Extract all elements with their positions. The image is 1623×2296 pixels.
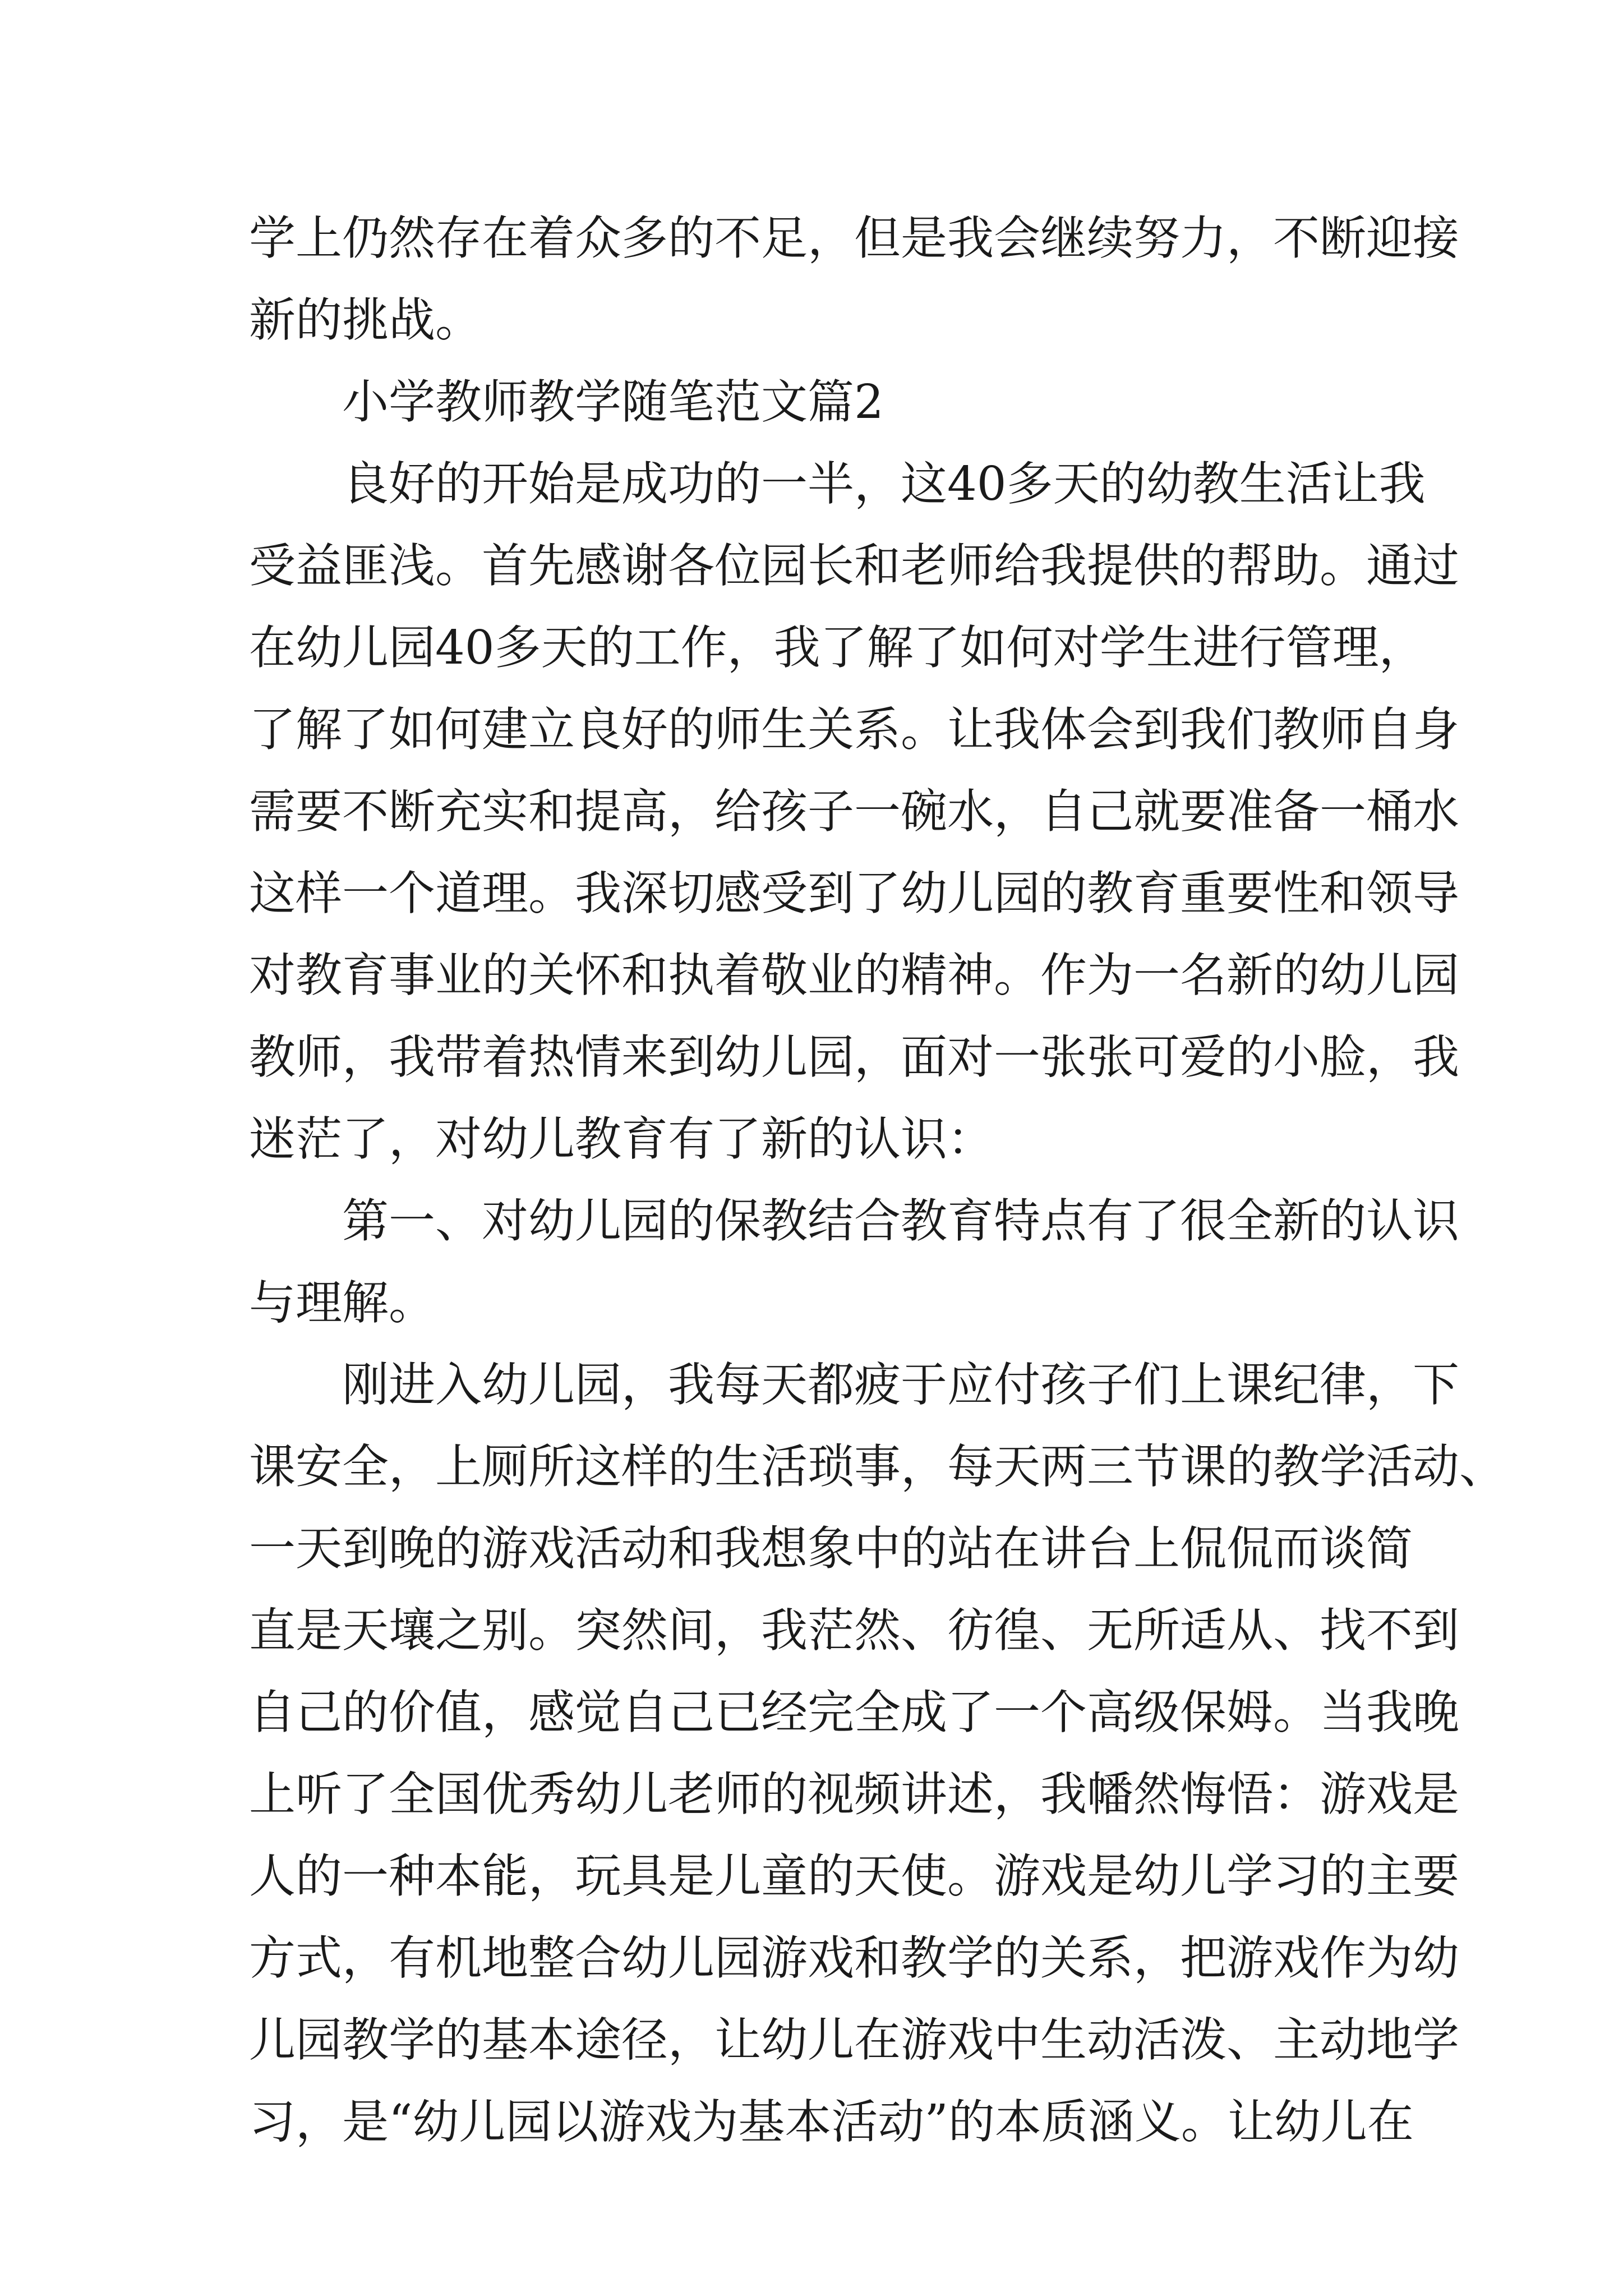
text-line: 受益匪浅。首先感谢各位园长和老师给我提供的帮助。通过 (249, 539, 1459, 593)
text-line: 对教育事业的关怀和执着敬业的精神。作为一名新的幼儿园 (249, 948, 1459, 1002)
text-line: 与理解。 (249, 1276, 435, 1330)
text-line: 良好的开始是成功的一半，这40多天的幼教生活让我 (342, 457, 1426, 511)
text-line: 儿园教学的基本途径，让幼儿在游戏中生动活泼、主动地学 (249, 2013, 1459, 2067)
text-line: 这样一个道理。我深切感受到了幼儿园的教育重要性和领导 (249, 866, 1459, 921)
text-line: 教师，我带着热情来到幼儿园，面对一张张可爱的小脸，我 (249, 1030, 1459, 1084)
text-line: 刚进入幼儿园，我每天都疲于应付孩子们上课纪律，下 (342, 1358, 1459, 1412)
section-title: 小学教师教学随笔范文篇2 (342, 375, 884, 429)
text-line: 上听了全国优秀幼儿老师的视频讲述，我幡然悔悟：游戏是 (249, 1767, 1459, 1821)
text-line: 第一、对幼儿园的保教结合教育特点有了很全新的认识 (342, 1194, 1459, 1248)
text-line: 在幼儿园40多天的工作，我了解了如何对学生进行管理， (249, 620, 1426, 675)
text-line: 需要不断充实和提高，给孩子一碗水，自己就要准备一桶水 (249, 784, 1459, 839)
text-line: 习，是“幼儿园以游戏为基本活动”的本质涵义。让幼儿在 (249, 2095, 1414, 2149)
document-body (249, 197, 1506, 2163)
text-line: 学上仍然存在着众多的不足，但是我会继续努力，不断迎接 (249, 211, 1459, 265)
text-line: 一天到晚的游戏活动和我想象中的站在讲台上侃侃而谈简 (249, 1521, 1413, 1576)
text-line: 人的一种本能，玩具是儿童的天使。游戏是幼儿学习的主要 (249, 1849, 1459, 1903)
text-line: 方式，有机地整合幼儿园游戏和教学的关系，把游戏作为幼 (249, 1931, 1459, 1985)
text-line: 新的挑战。 (249, 293, 482, 347)
text-line: 自己的价值，感觉自己已经完全成了一个高级保姆。当我晚 (249, 1685, 1459, 1740)
text-line: 直是天壤之别。突然间，我茫然、彷徨、无所适从、找不到 (249, 1603, 1459, 1658)
text-line: 迷茫了，对幼儿教育有了新的认识： (249, 1112, 994, 1166)
text-line: 课安全，上厕所这样的生活琐事，每天两三节课的教学活动、 (249, 1439, 1506, 1494)
text-line: 了解了如何建立良好的师生关系。让我体会到我们教师自身 (249, 702, 1459, 757)
